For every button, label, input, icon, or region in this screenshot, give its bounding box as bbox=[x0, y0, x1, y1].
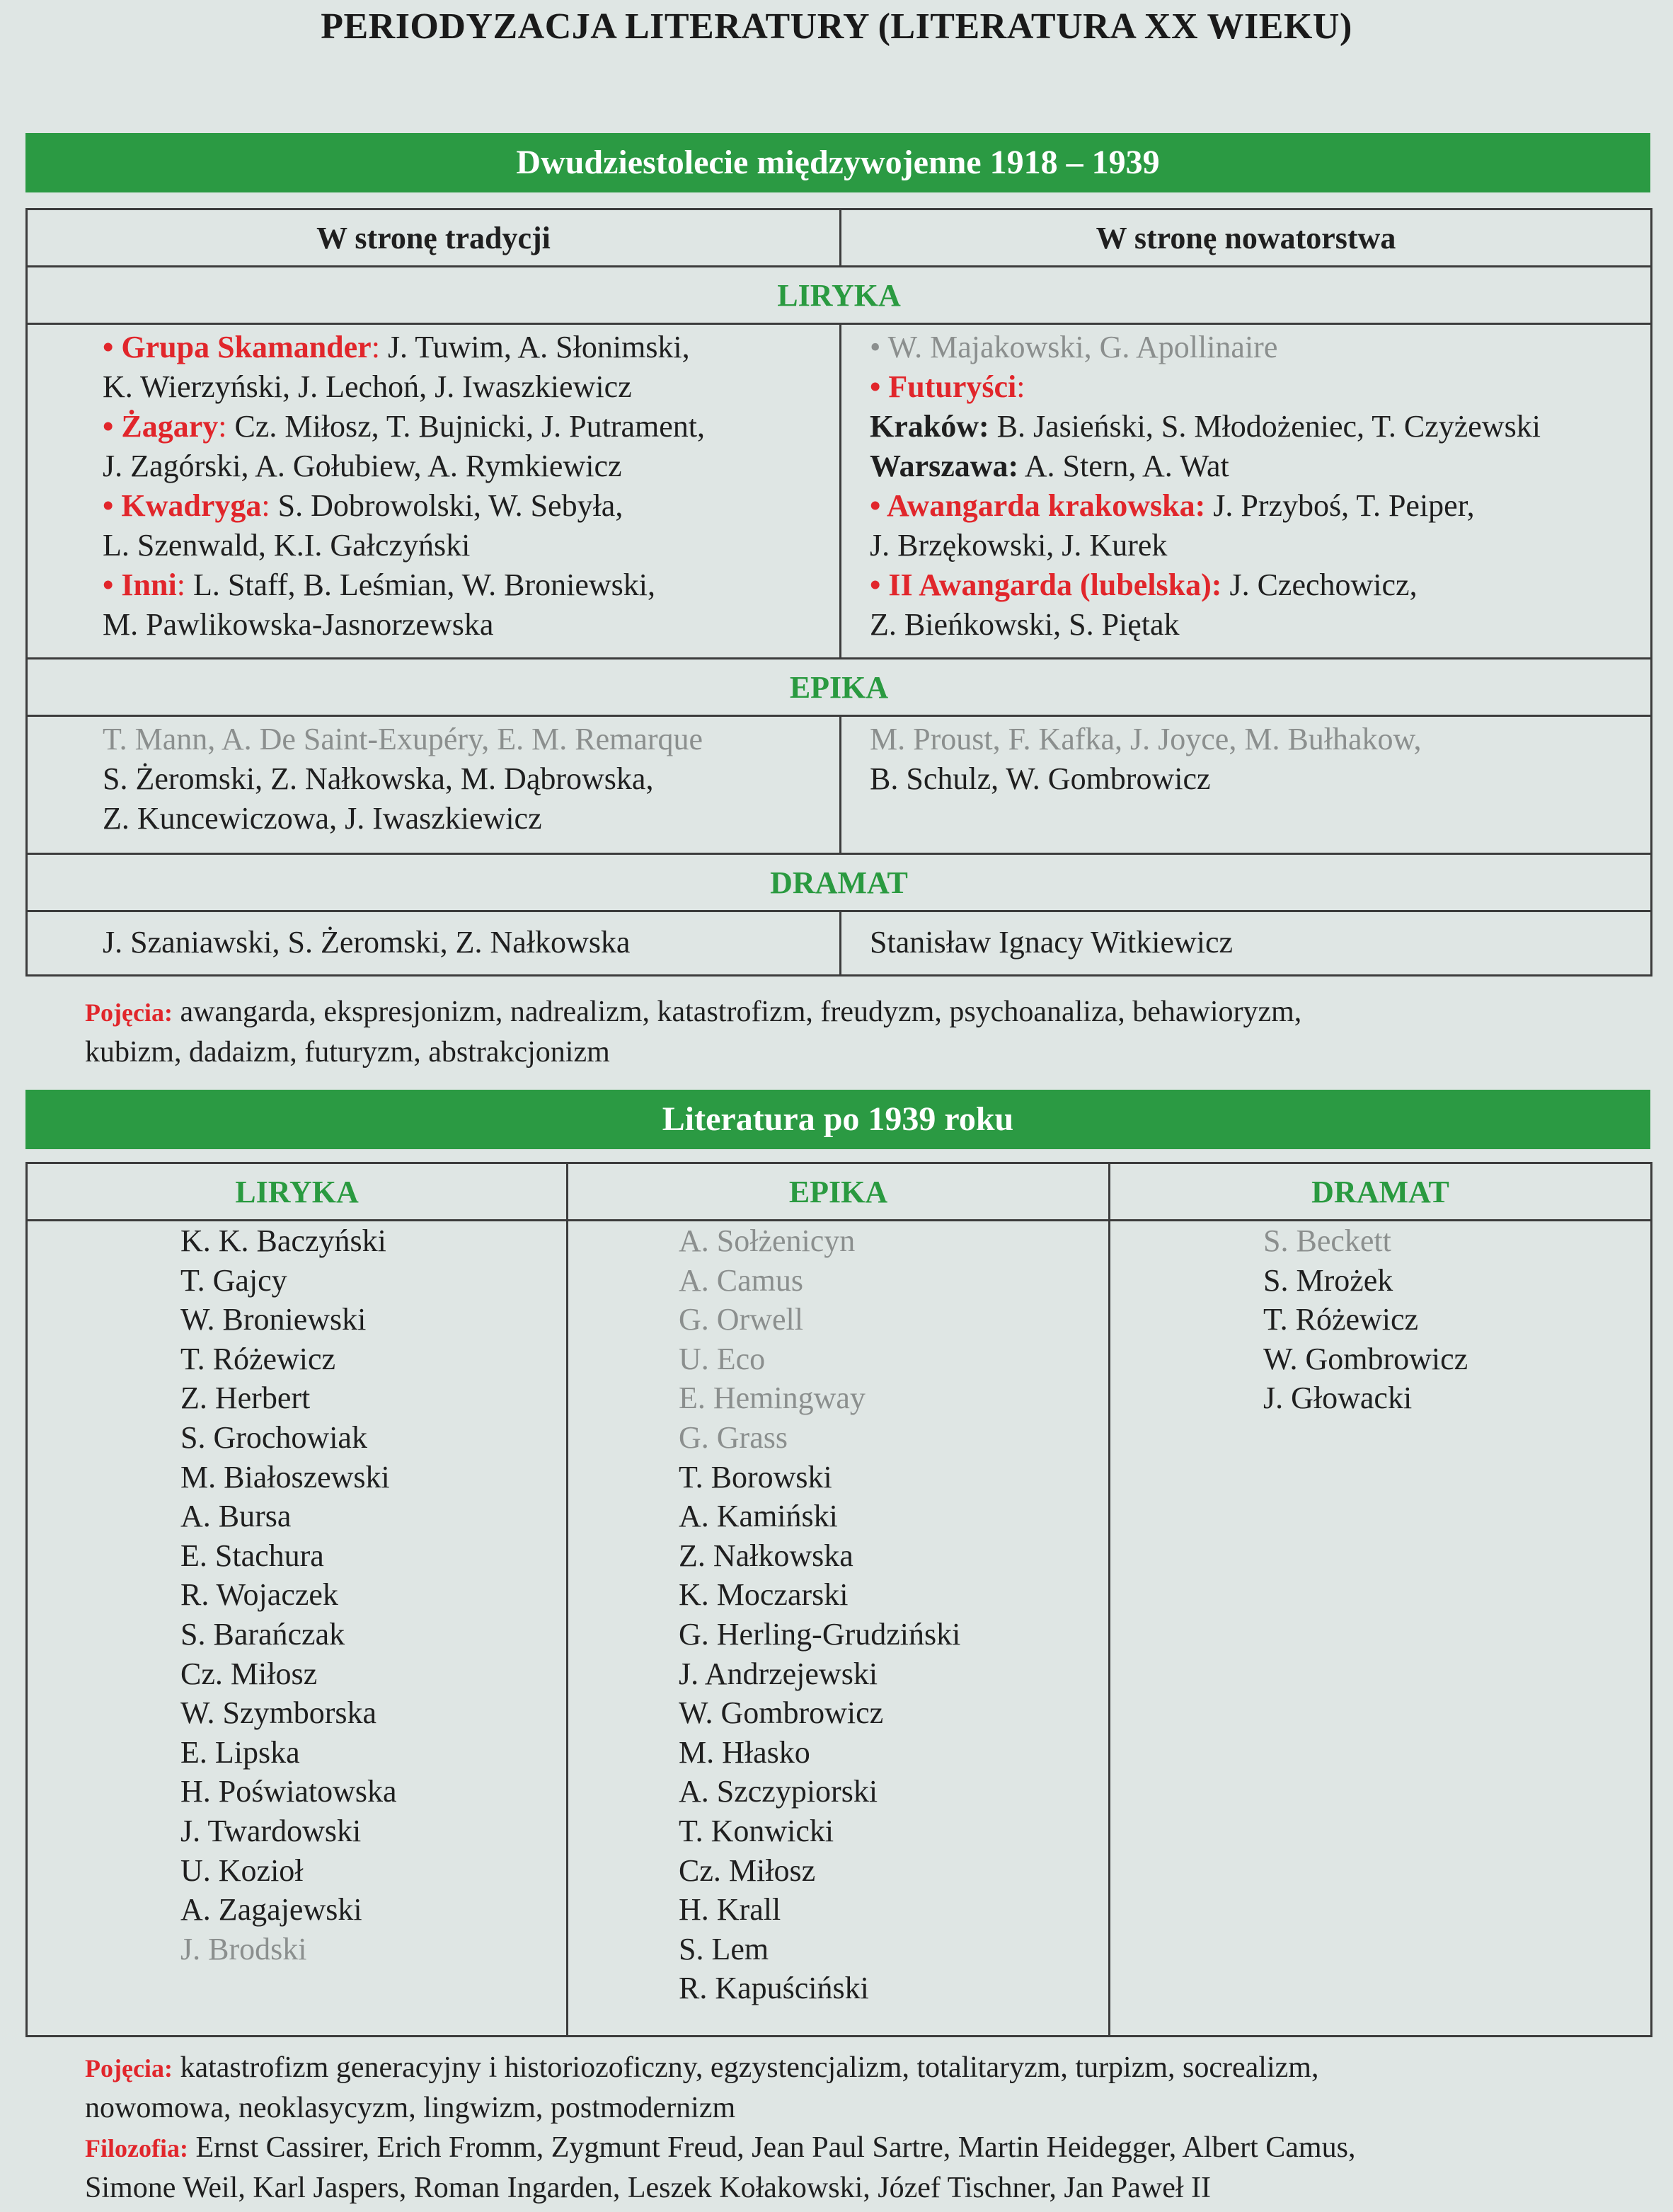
list-item: • Awangarda krakowska: J. Przyboś, T. Peiper, bbox=[870, 488, 1475, 523]
author-item: A. Sołżenicyn bbox=[679, 1223, 856, 1258]
list-item: Warszawa: A. Stern, A. Wat bbox=[870, 449, 1229, 483]
author-item: W. Broniewski bbox=[180, 1302, 367, 1337]
list-item: Z. Kuncewiczowa, J. Iwaszkiewicz bbox=[103, 801, 542, 836]
list-item: Kraków: B. Jasieński, S. Młodożeniec, T. Czyżewski bbox=[870, 409, 1541, 444]
author-item: S. Barańczak bbox=[180, 1616, 345, 1652]
author-item: T. Różewicz bbox=[180, 1341, 336, 1376]
list-item: • Grupa Skamander: J. Tuwim, A. Słonimski, bbox=[103, 330, 690, 364]
author-item: A. Kamiński bbox=[679, 1499, 838, 1534]
list-item: • Żagary: Cz. Miłosz, T. Bujnicki, J. Putrament, bbox=[103, 409, 705, 444]
group-label: • Grupa Skamander bbox=[103, 330, 372, 364]
concepts-label: Pojęcia: bbox=[85, 2054, 173, 2083]
author-item: J. Twardowski bbox=[180, 1813, 362, 1848]
list-item: M. Proust, F. Kafka, J. Joyce, M. Bułhakow, bbox=[870, 722, 1422, 756]
author-item: T. Gajcy bbox=[180, 1262, 287, 1298]
section-epika: EPIKA bbox=[27, 659, 1652, 716]
author-item: E. Stachura bbox=[180, 1538, 324, 1573]
author-item: R. Wojaczek bbox=[180, 1577, 338, 1613]
list-item: S. Żeromski, Z. Nałkowska, M. Dąbrowska, bbox=[103, 761, 654, 796]
author-item: S. Grochowiak bbox=[180, 1419, 367, 1455]
list-item: • II Awangarda (lubelska): J. Czechowicz, bbox=[870, 568, 1418, 602]
col-header-innovation: W stronę nowatorstwa bbox=[841, 209, 1652, 267]
author-item: A. Bursa bbox=[180, 1499, 292, 1534]
author-item: J. Głowacki bbox=[1263, 1381, 1413, 1416]
author-item: W. Gombrowicz bbox=[1263, 1341, 1468, 1376]
author-item: U. Eco bbox=[679, 1341, 766, 1376]
list-item: J. Brzękowski, J. Kurek bbox=[870, 528, 1168, 563]
author-item: R. Kapuściński bbox=[679, 1971, 869, 2006]
dramat-tradition-cell: J. Szaniawski, S. Żeromski, Z. Nałkowska bbox=[27, 911, 841, 976]
author-item: E. Lipska bbox=[180, 1734, 300, 1770]
list-item: • Inni: L. Staff, B. Leśmian, W. Broniewski, bbox=[103, 568, 655, 602]
epika-tradition-cell bbox=[27, 716, 841, 854]
dramat-innovation-cell: Stanisław Ignacy Witkiewicz bbox=[841, 911, 1652, 976]
author-item: G. Orwell bbox=[679, 1302, 803, 1337]
concepts-label: Pojęcia: bbox=[85, 998, 173, 1027]
section-dramat: DRAMAT bbox=[27, 854, 1652, 911]
author-item: W. Szymborska bbox=[180, 1695, 377, 1731]
interwar-table bbox=[25, 208, 1652, 977]
author-item: A. Camus bbox=[679, 1262, 803, 1298]
epika-list bbox=[568, 1221, 1110, 2037]
list-item: B. Schulz, W. Gombrowicz bbox=[870, 761, 1211, 796]
col-header-tradition: W stronę tradycji bbox=[27, 209, 841, 267]
epika-innovation-cell bbox=[841, 716, 1652, 854]
author-item: G. Herling-Grudziński bbox=[679, 1616, 961, 1652]
list-item: • Futuryści: bbox=[870, 369, 1025, 404]
author-item: A. Szczypiorski bbox=[679, 1774, 878, 1809]
author-item: M. Białoszewski bbox=[180, 1459, 390, 1494]
list-item: J. Zagórski, A. Gołubiew, A. Rymkiewicz bbox=[103, 449, 622, 483]
page-title: PERIODYZACJA LITERATURY (LITERATURA XX WIEKU) bbox=[321, 6, 1352, 47]
interwar-concepts: Pojęcia: awangarda, ekspresjonizm, nadrealizm, katastrofizm, freudyzm, psychoanaliza, behawioryzm, kubizm, dadaizm, futuryzm, abstrakcjonizm bbox=[85, 996, 1302, 1068]
author-item: H. Krall bbox=[679, 1892, 781, 1928]
author-item: M. Hłasko bbox=[679, 1734, 810, 1770]
author-item: Cz. Miłosz bbox=[180, 1656, 318, 1691]
author-item: Z. Herbert bbox=[180, 1381, 311, 1416]
author-item: Z. Nałkowska bbox=[679, 1538, 853, 1573]
post1939-notes: Pojęcia: katastrofizm generacyjny i historiozoficzny, egzystencjalizm, totalitaryzm, turpizm, socrealizm, nowomowa, neoklasycyzm, lingwizm, postmodernizm Filozofia: Ernst Cassirer, Erich Fromm, Zygmunt Freud, Jean Paul Sartre, Martin Heidegger, Albert Camus, Simone Weil, Karl Jaspers, Roman Ingarden, Leszek Kołakowski, Józef Tischner, Jan Paweł II bbox=[85, 2051, 1356, 2204]
list-item: K. Wierzyński, J. Lechoń, J. Iwaszkiewicz bbox=[103, 369, 632, 404]
post1939-banner: Literatura po 1939 roku bbox=[25, 1090, 1650, 1149]
author-item: A. Zagajewski bbox=[180, 1892, 362, 1928]
group-label: • Kwadryga bbox=[103, 488, 262, 523]
author-item: T. Różewicz bbox=[1263, 1302, 1419, 1337]
interwar-banner: Dwudziestolecie międzywojenne 1918 – 1939 bbox=[25, 133, 1650, 192]
group-label: • Żagary bbox=[103, 409, 219, 444]
author-item: J. Andrzejewski bbox=[679, 1656, 878, 1691]
col-header-liryka: LIRYKA bbox=[27, 1163, 568, 1221]
author-item: S. Lem bbox=[679, 1931, 769, 1966]
col-header-epika: EPIKA bbox=[568, 1163, 1110, 1221]
group-label: • Inni bbox=[103, 568, 177, 602]
author-item: H. Poświatowska bbox=[180, 1774, 397, 1809]
list-item: L. Szenwald, K.I. Gałczyński bbox=[103, 528, 471, 563]
list-item: M. Pawlikowska-Jasnorzewska bbox=[103, 607, 494, 642]
author-item: W. Gombrowicz bbox=[679, 1695, 884, 1731]
list-item: • W. Majakowski, G. Apollinaire bbox=[870, 330, 1278, 364]
post1939-table bbox=[25, 1162, 1652, 2037]
author-item: Cz. Miłosz bbox=[679, 1853, 816, 1888]
liryka-list bbox=[27, 1221, 568, 2037]
author-item: J. Brodski bbox=[180, 1931, 307, 1966]
list-item: • Kwadryga: S. Dobrowolski, W. Sebyła, bbox=[103, 488, 623, 523]
author-item: S. Mrożek bbox=[1263, 1262, 1393, 1298]
dramat-list bbox=[1110, 1221, 1652, 2037]
author-item: K. Moczarski bbox=[679, 1577, 849, 1613]
author-item: K. K. Baczyński bbox=[180, 1223, 386, 1258]
author-item: U. Kozioł bbox=[180, 1853, 304, 1888]
author-item: T. Konwicki bbox=[679, 1813, 834, 1848]
col-header-dramat: DRAMAT bbox=[1110, 1163, 1652, 1221]
author-item: E. Hemingway bbox=[679, 1381, 866, 1416]
philosophy-label: Filozofia: bbox=[85, 2134, 188, 2162]
author-item: G. Grass bbox=[679, 1419, 788, 1455]
liryka-tradition-cell bbox=[27, 324, 841, 659]
liryka-innovation-cell bbox=[841, 324, 1652, 659]
list-item: T. Mann, A. De Saint-Exupéry, E. M. Remarque bbox=[103, 722, 703, 756]
section-liryka: LIRYKA bbox=[27, 267, 1652, 324]
list-item: Z. Bieńkowski, S. Piętak bbox=[870, 607, 1180, 642]
author-item: S. Beckett bbox=[1263, 1223, 1391, 1258]
author-item: T. Borowski bbox=[679, 1459, 832, 1494]
